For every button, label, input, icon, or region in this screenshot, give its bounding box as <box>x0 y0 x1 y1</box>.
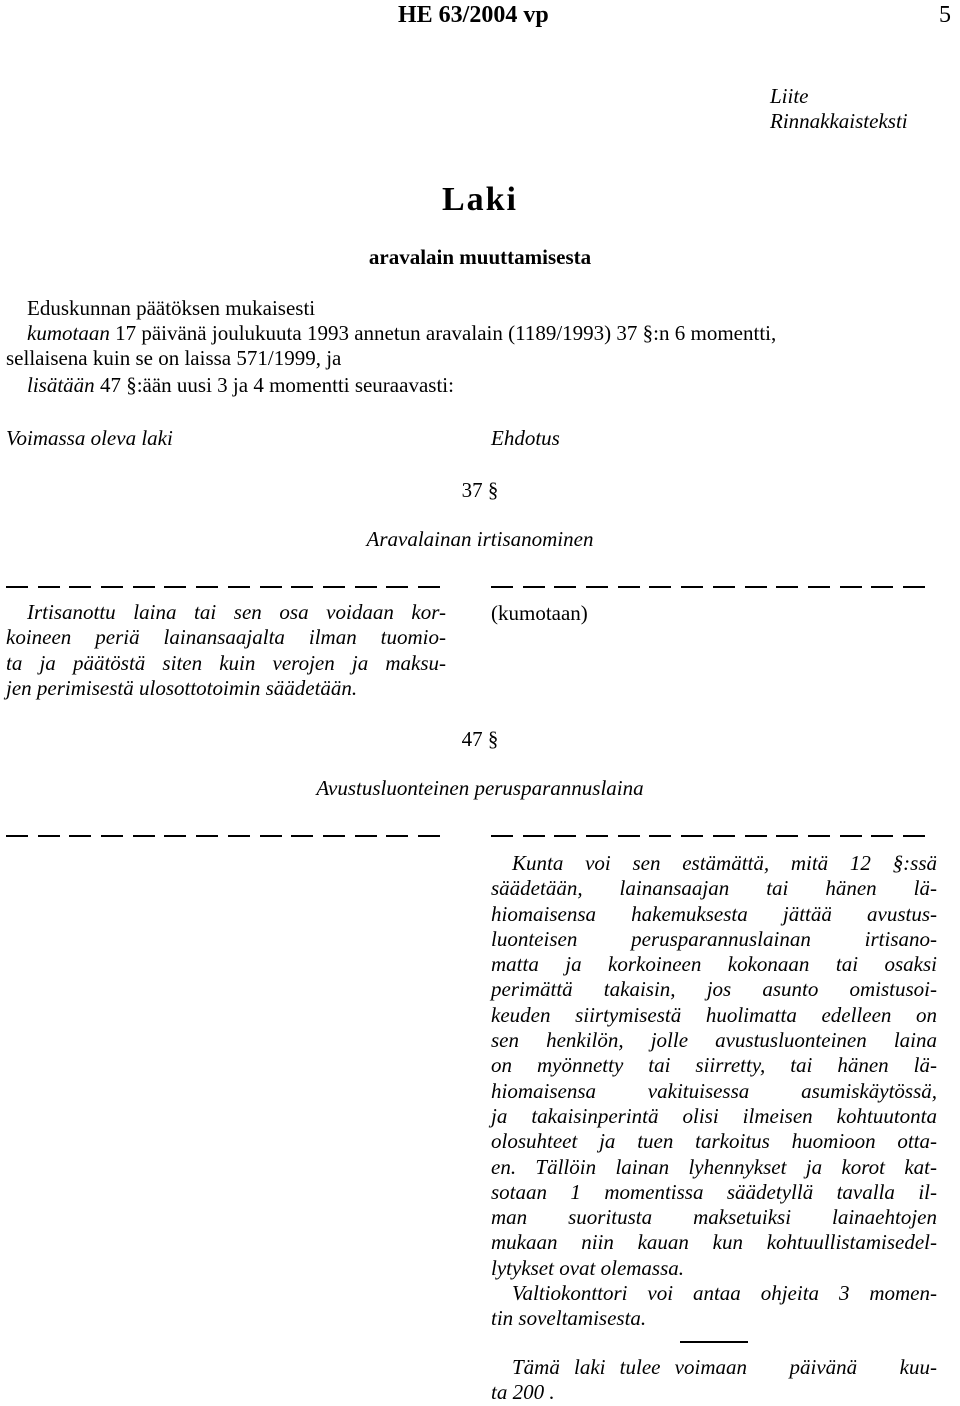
s47-line-4: luonteisen perusparannuslainan irtisano- <box>491 926 937 951</box>
section-47-heading: Avustusluonteinen perusparannuslaina <box>316 776 644 800</box>
s47-line-5: matta ja korkoineen kokonaan tai osaksi <box>491 952 937 977</box>
intro-kumotaan: kumotaan <box>27 321 110 345</box>
s47-line-1: Kunta voi sen estämättä, mitä 12 §:ssä <box>512 851 937 875</box>
section-37-current-text <box>6 600 446 701</box>
section-37-number: 37 § <box>461 478 499 502</box>
right-column-heading: Ehdotus <box>491 426 560 450</box>
s47-line-2: säädetään, lainansaajan tai hänen lä- <box>491 876 937 901</box>
s47-line-16: mukaan niin kauan kun kohtuullistamisedel- <box>491 1230 937 1255</box>
s47-line-6: perimättä takaisin, jos asunto omistusoi- <box>491 977 937 1002</box>
left-column-heading: Voimassa oleva laki <box>6 426 173 450</box>
s47-line-9: on myönnetty tai siirretty, tai hänen lä- <box>491 1053 937 1078</box>
annex-label: Liite <box>770 84 809 108</box>
section-37-proposal-text: (kumotaan) <box>491 601 588 625</box>
law-subtitle: aravalain muuttamisesta <box>368 245 592 269</box>
intro-line-2 <box>27 321 776 346</box>
omission-marker-left-47 <box>6 835 440 837</box>
intro-line-1: Eduskunnan päätöksen mukaisesti <box>27 296 316 320</box>
omission-marker-right-47 <box>491 835 925 837</box>
document-id: HE 63/2004 vp <box>398 2 549 28</box>
s47-line-7: keuden siirtymisestä huolimatta edelleen on <box>491 1002 937 1027</box>
intro-line-2-rest: 17 päivänä joulukuuta 1993 annetun aravalain (1189/1993) 37 §:n 6 momentti, <box>109 321 777 345</box>
s47-line-3: hiomaisensa hakemuksesta jättää avustus- <box>491 901 937 926</box>
s37-left-line-2: koineen periä lainansaajalta ilman tuomio- <box>6 625 446 650</box>
intro-line-4 <box>27 373 454 398</box>
s47-line-12: olosuhteet ja tuen tarkoitus huomioon otta- <box>491 1129 937 1154</box>
s47-line-11: ja takaisinperintä olisi ilmeisen kohtuutonta <box>491 1103 937 1128</box>
annex-type: Rinnakkaisteksti <box>770 109 908 133</box>
s47-line-14: sotaan 1 momentissa säädetyllä tavalla il- <box>491 1179 937 1204</box>
law-title: Laki <box>441 181 519 218</box>
section-47-proposal-text <box>491 851 937 1332</box>
entry-into-force <box>491 1355 937 1406</box>
s47-line-15: man suoritusta maksetuiksi lainaehtojen <box>491 1205 937 1230</box>
s47-line-17: lytykset ovat olemassa. <box>491 1255 685 1280</box>
intro-lisataan: lisätään <box>27 373 95 397</box>
section-47-number: 47 § <box>461 727 499 751</box>
s37-left-line-1: Irtisanottu laina tai sen osa voidaan kor- <box>27 600 446 624</box>
s37-left-line-4: jen perimisestä ulosottotoimin säädetään. <box>6 675 358 700</box>
entry-line-1: Tämä laki tulee voimaan päivänä kuu- <box>512 1355 937 1379</box>
s47-para2-line-2: tin soveltamisesta. <box>491 1306 647 1331</box>
s47-line-13: en. Tällöin lainan lyhennykset ja korot kat- <box>491 1154 937 1179</box>
s47-para2-line-1: Valtiokonttori voi antaa ohjeita 3 momen- <box>512 1281 937 1306</box>
section-37-heading: Aravalainan irtisanominen <box>366 527 594 551</box>
separator-rule <box>680 1341 748 1343</box>
page-number: 5 <box>939 2 951 28</box>
omission-marker-right-37 <box>491 586 925 588</box>
omission-marker-left-37 <box>6 586 440 588</box>
s37-left-line-3: ta ja päätöstä siten kuin verojen ja maksu- <box>6 650 446 675</box>
s47-line-8: sen henkilön, jolle avustusluonteinen laina <box>491 1028 937 1053</box>
intro-line-3: sellaisena kuin se on laissa 571/1999, ja <box>6 346 342 370</box>
intro-line-4-rest: 47 §:ään uusi 3 ja 4 momentti seuraavasti: <box>94 373 454 397</box>
s47-line-10: hiomaisensa vakituisessa asumiskäytössä, <box>491 1078 937 1103</box>
entry-line-2: ta 200 . <box>491 1380 555 1405</box>
